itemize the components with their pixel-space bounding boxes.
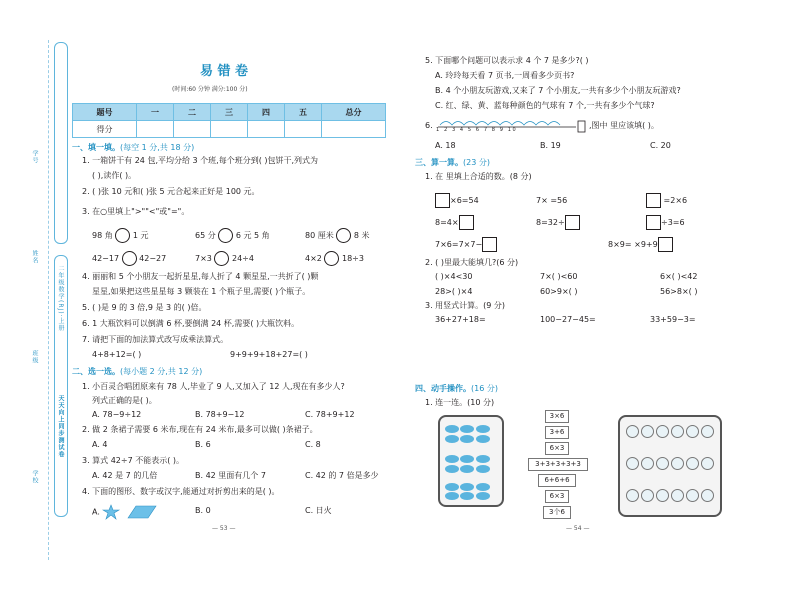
flower-icon — [686, 425, 699, 438]
flower-icon — [701, 457, 714, 470]
fish-icon — [476, 455, 490, 463]
fill-text: 7×6=7×7− — [435, 240, 483, 249]
score-cell[interactable] — [322, 121, 386, 138]
exam-meta: (时间:60 分钟 满分:100 分) — [172, 86, 248, 93]
inequality-item: 7×( )<60 — [540, 272, 578, 281]
choice-option[interactable]: C. 42 的 7 倍是多少 — [305, 471, 379, 480]
fish-icon — [445, 425, 459, 433]
page-number-right: — 54 — — [566, 525, 590, 532]
answer-box[interactable] — [482, 237, 497, 252]
section-4-points: (16 分) — [471, 384, 498, 393]
sidebar-label-school: 学校 — [31, 470, 38, 484]
fish-icon — [460, 483, 474, 491]
compare-item — [92, 251, 166, 266]
section-1-heading — [72, 142, 194, 153]
expression-card[interactable]: 3个6 — [543, 506, 571, 519]
choice-option[interactable]: C. 78+9+12 — [305, 410, 355, 419]
flower-icon — [701, 489, 714, 502]
question-4-line-a: 4. 丽丽和 5 个小朋友一起折星星,每人折了 4 颗星星,一共折了( )颗 — [82, 272, 319, 281]
choice-option[interactable]: A. 42 是 7 的几倍 — [92, 471, 158, 480]
answer-box[interactable] — [565, 215, 580, 230]
choice-option[interactable]: B. 19 — [540, 141, 561, 150]
page-number-left: — 53 — — [212, 525, 236, 532]
score-header-cell: 二 — [173, 104, 210, 121]
compare-left: 80 厘米 — [305, 231, 334, 240]
section-2-title: 二、选一选。 — [72, 367, 120, 376]
score-header-cell: 一 — [136, 104, 173, 121]
inequality-item: ( )×4<30 — [435, 272, 473, 281]
flower-icon — [641, 425, 654, 438]
compare-item — [92, 228, 148, 243]
expression-card[interactable]: 3+6 — [545, 426, 569, 439]
question-2: 2. ( )张 10 元和( )张 5 元合起来正好是 100 元。 — [82, 187, 260, 196]
compare-left: 42−17 — [92, 254, 120, 263]
page-title: 易 错 卷 — [200, 64, 249, 79]
score-cell[interactable] — [210, 121, 247, 138]
fill-text: 8×9= ×9+9 — [608, 240, 658, 249]
choice-option[interactable]: B. 4 个小朋友玩游戏,又来了 7 个小朋友,一共有多少个小朋友玩游戏? — [435, 86, 681, 95]
choice-option[interactable] — [92, 504, 162, 520]
score-table-score-row — [73, 121, 386, 138]
section-3-points: (23 分) — [463, 158, 490, 167]
flower-icon — [671, 425, 684, 438]
section-4-title: 四、动手操作。 — [415, 384, 471, 393]
fill-item — [435, 193, 479, 208]
section-2-heading — [72, 366, 202, 377]
choice-6-suffix: ,图中 里应该填( )。 — [589, 121, 659, 130]
fish-icon — [476, 465, 490, 473]
flower-icon — [656, 425, 669, 438]
choice-option-label: A. — [92, 507, 100, 517]
sidebar-grade-text: 二年级数学(RJ)·上册 — [57, 265, 64, 332]
score-header-cell: 三 — [210, 104, 247, 121]
fill-item — [646, 193, 687, 208]
sidebar-brand-text: 天天向上同步测试卷 — [57, 395, 64, 458]
expression-card[interactable]: 3+3+3+3+3 — [528, 458, 588, 471]
compare-right: 18÷3 — [341, 254, 364, 263]
question-4-line-b: 星星,如果把这些星星每 3 颗装在 1 个瓶子里,需要( )个瓶子。 — [92, 287, 311, 296]
fish-icon — [476, 483, 490, 491]
vertical-calc-item: 33+59−3= — [650, 315, 696, 324]
compare-circle[interactable] — [214, 251, 229, 266]
sidebar-label-name: 姓名 — [31, 250, 38, 264]
choice-option[interactable]: C. 8 — [305, 440, 321, 449]
flower-icon — [626, 425, 639, 438]
flower-icon — [656, 489, 669, 502]
score-table — [72, 103, 386, 138]
fish-icon — [460, 425, 474, 433]
compare-circle[interactable] — [336, 228, 351, 243]
compare-left: 4×2 — [305, 254, 322, 263]
score-header-cell: 总分 — [322, 104, 386, 121]
fill-text: ÷3=6 — [661, 218, 685, 227]
fish-icon — [445, 465, 459, 473]
compare-left: 98 角 — [92, 231, 113, 240]
compare-left: 65 分 — [195, 231, 216, 240]
choice-option[interactable]: A. 4 — [92, 440, 108, 449]
fill-item — [536, 215, 580, 230]
answer-box[interactable] — [658, 237, 673, 252]
question-1-line-b: ( ),读作( )。 — [92, 171, 137, 180]
inequality-item: 60>9×( ) — [540, 287, 578, 296]
fish-icon — [445, 492, 459, 500]
expression-card[interactable]: 3×6 — [545, 410, 569, 423]
flower-icon — [701, 425, 714, 438]
flower-tray-image — [618, 415, 722, 517]
compare-right: 8 米 — [353, 231, 370, 240]
score-cell[interactable] — [136, 121, 173, 138]
sidebar-frame-top — [54, 42, 68, 244]
fill-text: ×6=54 — [450, 196, 479, 205]
fish-icon — [460, 492, 474, 500]
section-1-points: (每空 1 分,共 18 分) — [120, 143, 195, 152]
question-5: 5. ( )是 9 的 3 倍,9 是 3 的( )倍。 — [82, 303, 207, 312]
fill-text: =2×6 — [661, 196, 688, 205]
choice-option[interactable]: A. 18 — [435, 141, 456, 150]
answer-box[interactable] — [459, 215, 474, 230]
vertical-calc-item: 36+27+18= — [435, 315, 486, 324]
fish-icon — [460, 435, 474, 443]
hands-on-1: 1. 连一连。(10 分) — [425, 398, 495, 407]
score-cell[interactable] — [173, 121, 210, 138]
question-7-item: 9+9+9+18+27=( ) — [230, 350, 308, 359]
flower-icon — [686, 457, 699, 470]
choice-option[interactable]: B. 6 — [195, 440, 211, 449]
score-cell[interactable] — [285, 121, 322, 138]
score-header-cell: 四 — [247, 104, 284, 121]
compare-circle[interactable] — [218, 228, 233, 243]
section-4-heading — [415, 383, 498, 394]
flower-icon — [641, 457, 654, 470]
flower-icon — [671, 457, 684, 470]
compare-circle[interactable] — [324, 251, 339, 266]
fill-text: 8=4× — [435, 218, 459, 227]
flower-icon — [686, 489, 699, 502]
flower-icon — [626, 457, 639, 470]
expression-card[interactable]: 6+6+6 — [538, 474, 576, 487]
compare-right: 24÷4 — [231, 254, 254, 263]
sidebar-label-class: 班级 — [31, 350, 38, 364]
fill-item — [608, 237, 673, 252]
fill-item: 7× =56 — [536, 196, 568, 205]
choice-1-line-b: 列式正确的是( )。 — [92, 396, 157, 405]
compare-item — [305, 228, 369, 243]
calc-2: 2. ( )里最大能填几?(6 分) — [425, 258, 519, 267]
score-header-cell: 五 — [285, 104, 322, 121]
answer-box[interactable] — [646, 215, 661, 230]
score-cell[interactable] — [247, 121, 284, 138]
score-header-cell: 题号 — [73, 104, 137, 121]
fish-icon — [445, 435, 459, 443]
choice-option[interactable]: B. 42 里面有几个 7 — [195, 471, 266, 480]
fish-icon — [476, 492, 490, 500]
choice-1-line-a: 1. 小百灵合唱团原来有 78 人,毕业了 9 人,又加入了 12 人,现在有多少人? — [82, 382, 345, 391]
inequality-item: 6×( )<42 — [660, 272, 698, 281]
compare-right: 1 元 — [132, 231, 149, 240]
vertical-calc-item: 100−27−45= — [540, 315, 596, 324]
question-7-item: 4+8+12=( ) — [92, 350, 142, 359]
inequality-item: 28>( )×4 — [435, 287, 473, 296]
fill-text: 8=32÷ — [536, 218, 565, 227]
compare-right: 6 元 5 角 — [235, 231, 270, 240]
fill-item — [435, 215, 474, 230]
flower-icon — [656, 457, 669, 470]
choice-option[interactable]: A. 78−9÷12 — [92, 410, 142, 419]
calc-3: 3. 用竖式计算。(9 分) — [425, 301, 506, 310]
answer-box[interactable] — [435, 193, 450, 208]
star-and-parallelogram-icon — [102, 504, 162, 520]
sidebar-dashed-line — [48, 40, 49, 560]
sidebar-label-id: 学号 — [31, 150, 38, 164]
compare-item — [305, 251, 364, 266]
question-1-line-a: 1. 一箱饼干有 24 包,平均分给 3 个班,每个班分到( )包饼干,列式为 — [82, 156, 319, 165]
compare-circle[interactable] — [122, 251, 137, 266]
calc-1: 1. 在 里填上合适的数。(8 分) — [425, 172, 532, 181]
compare-item — [195, 251, 254, 266]
flower-icon — [641, 489, 654, 502]
choice-option[interactable]: A. 玲玲每天看 7 页书,一周看多少页书? — [435, 71, 575, 80]
score-row-label: 得分 — [73, 121, 137, 138]
fish-tray-image — [438, 415, 504, 507]
question-7: 7. 请把下面的加法算式改写成乘法算式。 — [82, 335, 229, 344]
fish-icon — [445, 483, 459, 491]
choice-option[interactable]: C. 20 — [650, 141, 671, 150]
fill-item — [435, 237, 497, 252]
number-line-ticks: 1 2 3 4 5 6 7 8 9 10 — [436, 127, 518, 133]
choice-4: 4. 下面的图形、数字或汉字,能通过对折剪出来的是( )。 — [82, 487, 280, 496]
choice-option[interactable]: B. 0 — [195, 506, 211, 515]
expression-card[interactable]: 6×3 — [545, 490, 569, 503]
choice-5: 5. 下面哪个问题可以表示求 4 个 7 是多少?( ) — [425, 56, 589, 65]
inequality-item: 56>8×( ) — [660, 287, 698, 296]
choice-6-prefix: 6. — [425, 121, 433, 130]
flower-icon — [671, 489, 684, 502]
fish-icon — [476, 435, 490, 443]
flower-icon — [626, 489, 639, 502]
answer-box[interactable] — [646, 193, 661, 208]
fish-icon — [460, 455, 474, 463]
question-6: 6. 1 大瓶饮料可以倒满 6 杯,要倒满 24 杯,需要( )大瓶饮料。 — [82, 319, 300, 328]
compare-right: 42−27 — [139, 254, 167, 263]
choice-option[interactable]: C. 红、绿、黄、蓝每种颜色的气球有 7 个,一共有多少个气球? — [435, 101, 655, 110]
choice-option[interactable]: C. 日火 — [305, 506, 332, 515]
choice-2: 2. 做 2 条裙子需要 6 米布,现在有 24 米布,最多可以做( )条裙子。 — [82, 425, 318, 434]
score-table-header-row — [73, 104, 386, 121]
choice-option[interactable]: B. 78+9−12 — [195, 410, 245, 419]
fill-item — [646, 215, 685, 230]
expression-card[interactable]: 6×3 — [545, 442, 569, 455]
choice-3: 3. 算式 42÷7 不能表示( )。 — [82, 456, 185, 465]
section-2-points: (每小题 2 分,共 12 分) — [120, 367, 203, 376]
compare-left: 7×3 — [195, 254, 212, 263]
fish-icon — [445, 455, 459, 463]
compare-circle[interactable] — [115, 228, 130, 243]
section-3-title: 三、算一算。 — [415, 158, 463, 167]
section-3-heading — [415, 157, 490, 168]
question-3: 3. 在○里填上">""<"或"="。 — [82, 207, 190, 216]
compare-item — [195, 228, 270, 243]
section-1-title: 一、填一填。 — [72, 143, 120, 152]
fish-icon — [460, 465, 474, 473]
fish-icon — [476, 425, 490, 433]
